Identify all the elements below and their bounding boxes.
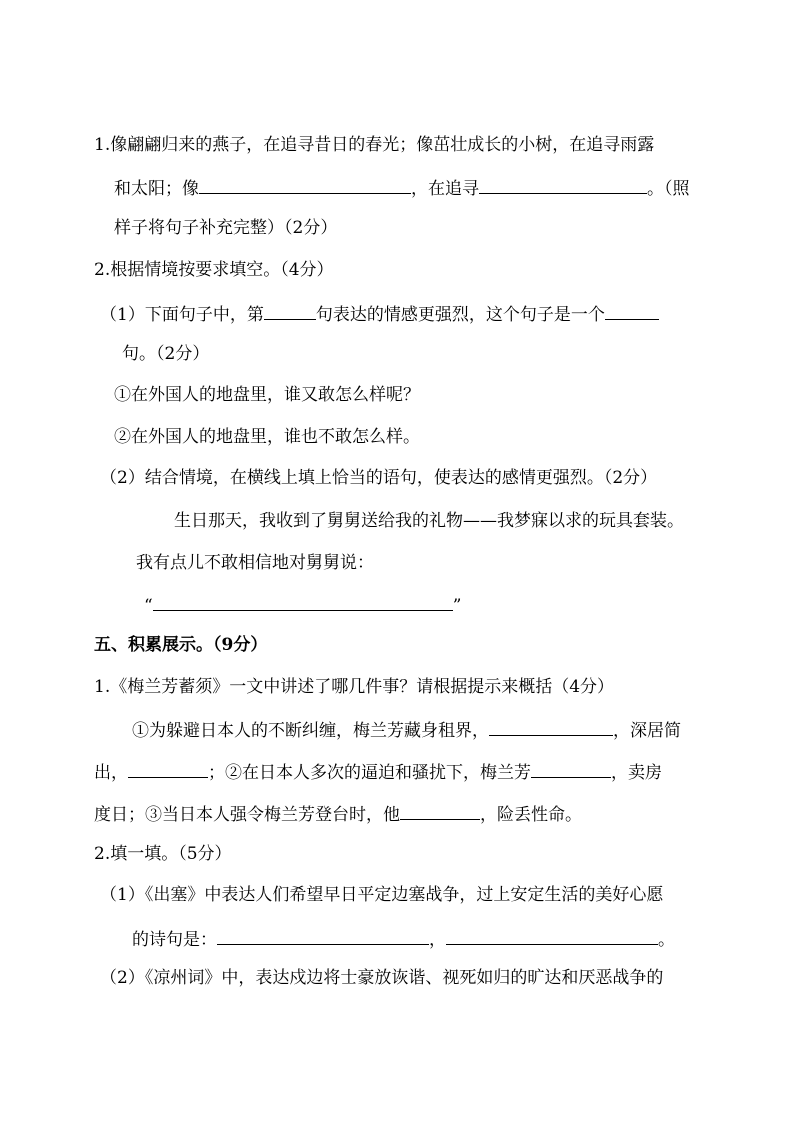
q2-passage-line1: 生日那天，我收到了舅舅送给我的礼物——我梦寐以求的玩具套装。: [174, 511, 684, 531]
q2-title: 2.根据情境按要求填空。（4分）: [94, 260, 334, 280]
s5-q2-title: 2.填一填。（5分）: [94, 844, 232, 864]
answer-blank[interactable]: [446, 926, 658, 945]
q1-line2-text-b: ，在追寻: [411, 179, 479, 199]
s5-q1-line3: [94, 801, 582, 826]
s5-q1-l3-text-b: ，险丢性命。: [480, 805, 582, 825]
s5-q1-line2: [94, 759, 662, 784]
s5-q1-l2-text-a: 出，: [94, 763, 128, 783]
s5-q1-l1-text-b: ，深居简: [613, 721, 681, 741]
q2-option-1: ①在外国人的地盘里，谁又敢怎么样呢？: [114, 385, 420, 405]
quote-open: “: [144, 596, 153, 616]
q2-sub1-text-a: （1）下面句子中，第: [100, 305, 264, 325]
q1-line3: 样子将句子补充完整）（2分）: [114, 218, 338, 238]
q2-sub2: （2）结合情境，在横线上填上恰当的语句，使表达的感情更强烈。（2分）: [100, 468, 658, 488]
answer-blank[interactable]: [605, 301, 659, 320]
q1-line2-text-c: 。（照: [647, 179, 690, 199]
s5-q1-line1: [132, 717, 681, 742]
answer-blank[interactable]: [217, 926, 429, 945]
answer-blank[interactable]: [531, 759, 611, 778]
q2-quote-line: [144, 592, 461, 617]
s5-q1-title: 1.《梅兰芳蓄须》一文中讲述了哪几件事？请根据提示来概括（4分）: [94, 677, 615, 697]
section-heading: 五、积累展示。（9分）: [94, 635, 268, 655]
s5-q1-l3-text-a: 度日；③当日本人强令梅兰芳登台时，他: [94, 805, 400, 825]
answer-blank[interactable]: [128, 759, 208, 778]
q1-line1: 1.像翩翩归来的燕子，在追寻昔日的春光；像茁壮成长的小树，在追寻雨露: [94, 135, 655, 155]
s5-q2-sub1-line2: [132, 926, 675, 951]
q1-line2: [114, 175, 690, 200]
q2-option-2: ②在外国人的地盘里，谁也不敢怎么样。: [114, 427, 420, 447]
s5-q2-sub1-line1: （1）《出塞》中表达人们希望早日平定边塞战争，过上安定生活的美好心愿: [100, 885, 664, 905]
q2-sub1-text-b: 句表达的情感更强烈，这个句子是一个: [315, 305, 605, 325]
answer-blank[interactable]: [479, 175, 647, 194]
q2-sub1: [100, 301, 659, 326]
s5-q1-l2-text-b: ；②在日本人多次的逼迫和骚扰下，梅兰芳: [208, 763, 531, 783]
quote-close: ”: [452, 596, 462, 616]
answer-blank[interactable]: [489, 717, 613, 736]
answer-blank[interactable]: [199, 175, 411, 194]
s5-q2-sub1-l2-text-a: 的诗句是：: [132, 930, 217, 950]
q2-passage-line2: 我有点儿不敢相信地对舅舅说：: [136, 553, 374, 573]
s5-q1-l1-text-a: ①为躲避日本人的不断纠缠，梅兰芳藏身租界，: [132, 721, 489, 741]
q2-sub1-end: 句。（2分）: [122, 344, 210, 364]
s5-q2-sub2-line1: （2）《凉州词》中，表达戍边将士豪放诙谐、视死如归的旷达和厌恶战争的: [100, 968, 664, 988]
answer-blank[interactable]: [400, 801, 480, 820]
s5-q1-l2-text-c: ，卖房: [611, 763, 662, 783]
q1-line2-text-a: 和太阳；像: [114, 179, 199, 199]
s5-q2-sub1-l2-text-b: ，: [429, 930, 446, 950]
s5-q2-sub1-l2-text-c: 。: [658, 930, 675, 950]
answer-blank[interactable]: [264, 301, 316, 320]
answer-blank[interactable]: [153, 592, 453, 611]
